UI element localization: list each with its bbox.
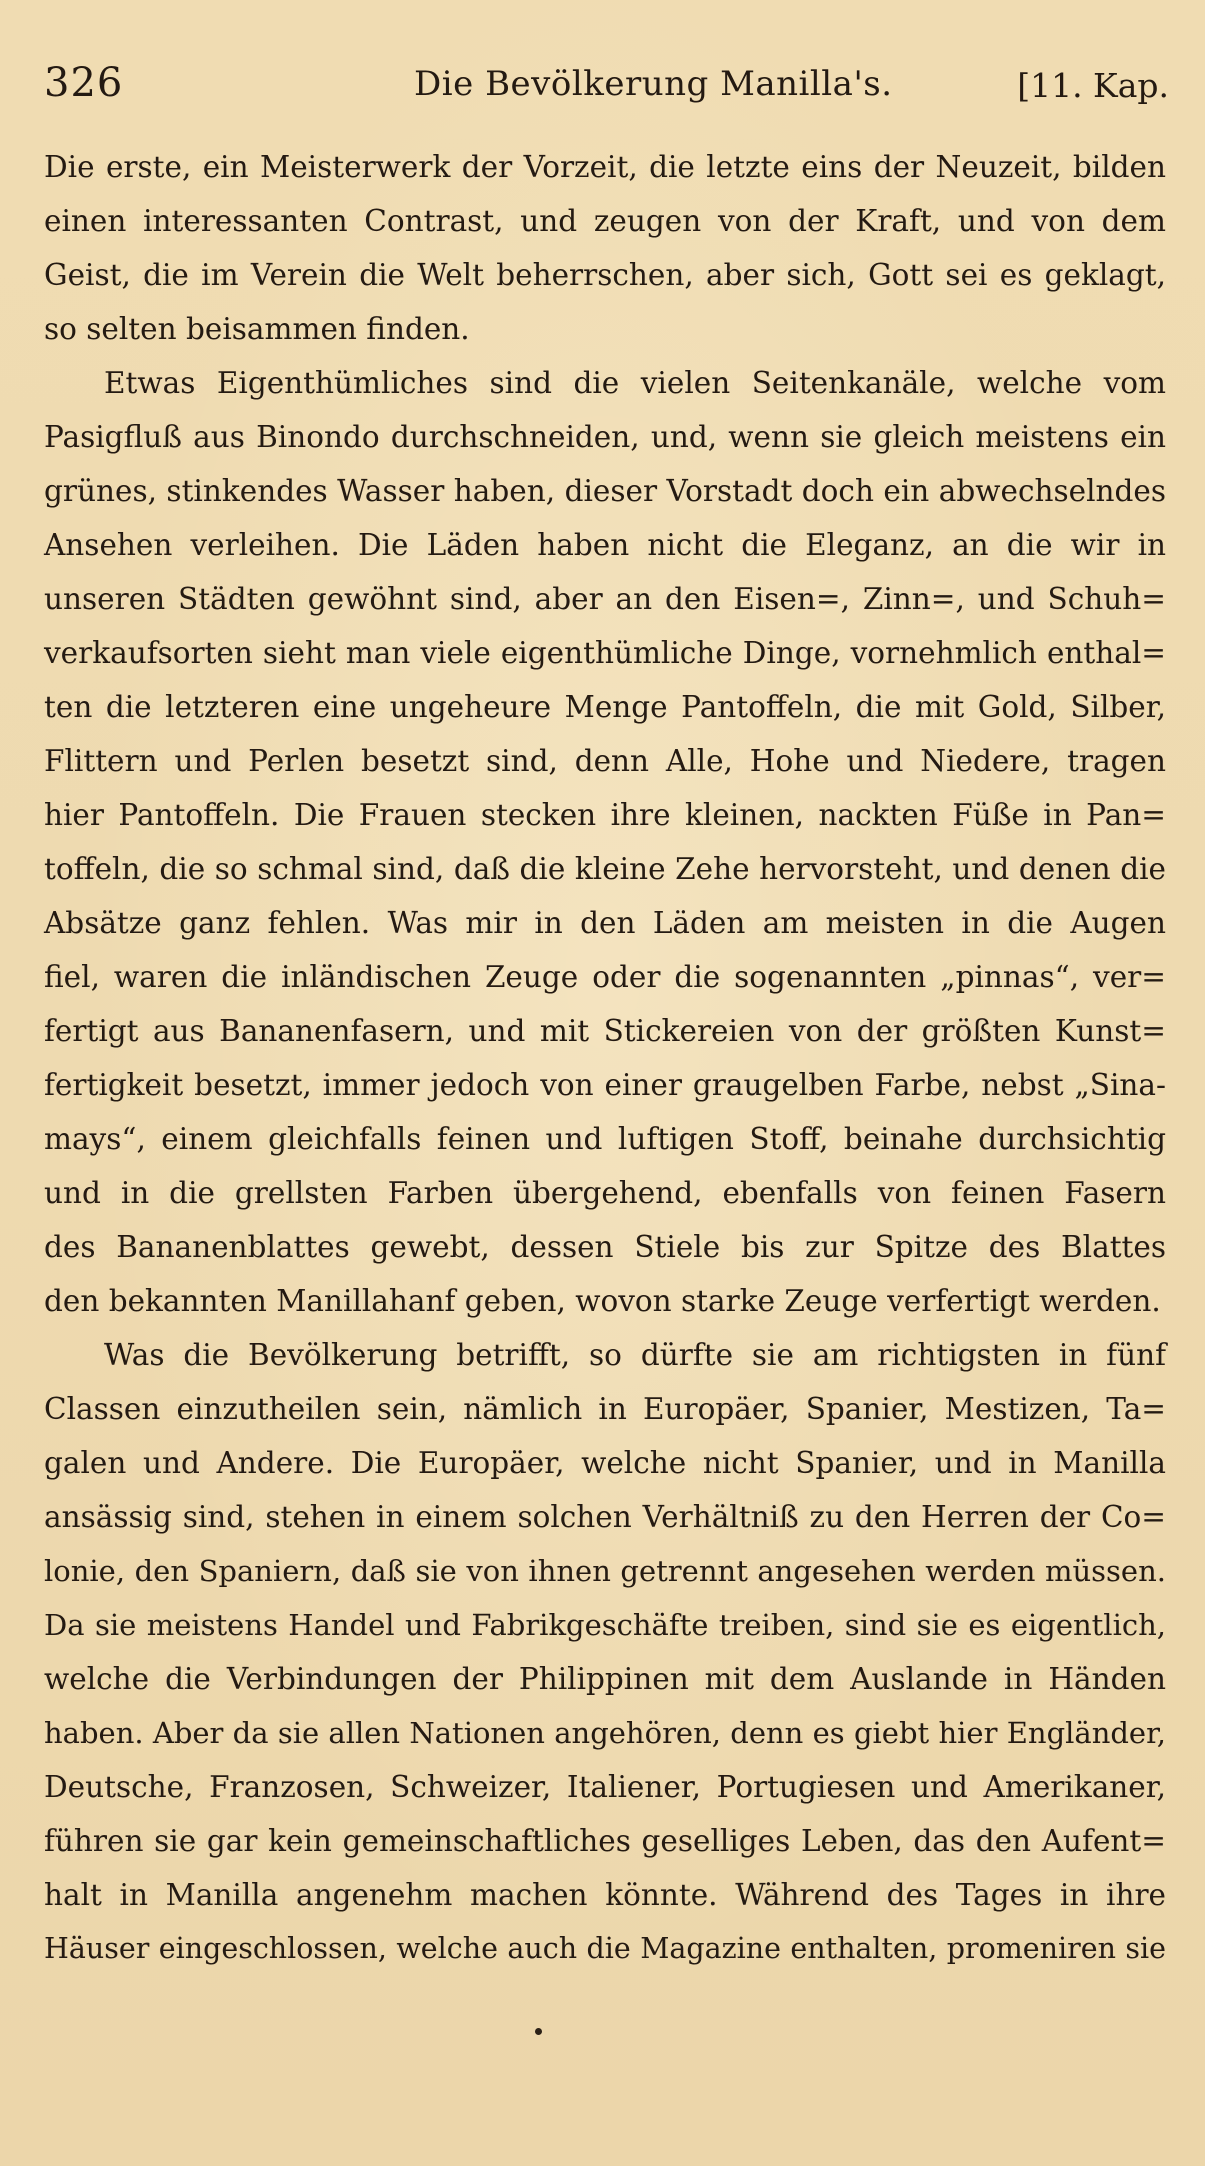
text-line: Pasigfluß aus Binondo durchschneiden, und, wenn sie gleich meistens ein bbox=[44, 420, 1166, 454]
text-line: fertigt aus Bananenfasern, und mit Stickereien von der größten Kunst= bbox=[44, 1014, 1166, 1048]
text-line: hier Pantoffeln. Die Frauen stecken ihre kleinen, nackten Füße in Pan= bbox=[44, 798, 1166, 832]
text-line: halt in Manilla angenehm machen könnte. Während des Tages in ihre bbox=[44, 1878, 1166, 1912]
running-head bbox=[44, 60, 1169, 120]
text-line: Da sie meistens Handel und Fabrikgeschäfte treiben, sind sie es eigentlich, bbox=[44, 1608, 1166, 1642]
text-line: ansässig sind, stehen in einem solchen Verhältniß zu den Herren der Co= bbox=[44, 1500, 1166, 1534]
page-number: 326 bbox=[44, 60, 124, 106]
text-line: Classen einzutheilen sein, nämlich in Europäer, Spanier, Mestizen, Ta= bbox=[44, 1392, 1166, 1426]
text-line: toffeln, die so schmal sind, daß die kleine Zehe hervorsteht, und denen die bbox=[44, 852, 1166, 886]
text-line: lonie, den Spaniern, daß sie von ihnen getrennt angesehen werden müssen. bbox=[44, 1554, 1166, 1588]
signature-dot bbox=[535, 2028, 542, 2035]
text-line: haben. Aber da sie allen Nationen angehören, denn es giebt hier Engländer, bbox=[44, 1716, 1166, 1750]
text-line: Absätze ganz fehlen. Was mir in den Läden am meisten in die Augen bbox=[44, 906, 1166, 940]
text-line: Was die Bevölkerung betrifft, so dürfte sie am richtigsten in fünf bbox=[104, 1338, 1166, 1372]
text-line: und in die grellsten Farben übergehend, ebenfalls von feinen Fasern bbox=[44, 1176, 1166, 1210]
text-line: des Bananenblattes gewebt, dessen Stiele bis zur Spitze des Blattes bbox=[44, 1230, 1166, 1264]
text-line: welche die Verbindungen der Philippinen mit dem Auslande in Händen bbox=[44, 1662, 1166, 1696]
text-line: fiel, waren die inländischen Zeuge oder die sogenannten „pinnas“, ver= bbox=[44, 960, 1166, 994]
text-line: Deutsche, Franzosen, Schweizer, Italiener, Portugiesen und Amerikaner, bbox=[44, 1770, 1166, 1804]
text-line: Ansehen verleihen. Die Läden haben nicht die Eleganz, an die wir in bbox=[44, 528, 1166, 562]
text-line: Geist, die im Verein die Welt beherrschen, aber sich, Gott sei es geklagt, bbox=[44, 258, 1166, 292]
text-line: führen sie gar kein gemeinschaftliches geselliges Leben, das den Aufent= bbox=[44, 1824, 1166, 1858]
running-title: Die Bevölkerung Manilla's. bbox=[414, 64, 893, 104]
text-line: so selten beisammen finden. bbox=[44, 312, 470, 346]
text-line: verkaufsorten sieht man viele eigenthümliche Dinge, vornehmlich enthal= bbox=[44, 636, 1166, 670]
text-line: Flittern und Perlen besetzt sind, denn Alle, Hohe und Niedere, tragen bbox=[44, 744, 1166, 778]
text-line: Etwas Eigenthümliches sind die vielen Seitenkanäle, welche vom bbox=[104, 366, 1166, 400]
text-line: Die erste, ein Meisterwerk der Vorzeit, die letzte eins der Neuzeit, bilden bbox=[44, 150, 1166, 184]
body-text bbox=[44, 140, 1166, 1976]
text-line: einen interessanten Contrast, und zeugen von der Kraft, und von dem bbox=[44, 204, 1166, 238]
text-line: grünes, stinkendes Wasser haben, dieser Vorstadt doch ein abwechselndes bbox=[44, 474, 1166, 508]
text-line: mays“, einem gleichfalls feinen und luftigen Stoff, beinahe durchsichtig bbox=[44, 1122, 1166, 1156]
text-line: Häuser eingeschlossen, welche auch die Magazine enthalten, promeniren sie bbox=[44, 1932, 1166, 1965]
text-line: fertigkeit besetzt, immer jedoch von einer graugelben Farbe, nebst „Sina- bbox=[44, 1068, 1166, 1102]
text-line: galen und Andere. Die Europäer, welche nicht Spanier, und in Manilla bbox=[44, 1446, 1166, 1480]
text-line: ten die letzteren eine ungeheure Menge Pantoffeln, die mit Gold, Silber, bbox=[44, 690, 1166, 724]
text-line: den bekannten Manillahanf geben, wovon starke Zeuge verfertigt werden. bbox=[44, 1284, 1161, 1318]
text-line: unseren Städten gewöhnt sind, aber an den Eisen=, Zinn=, und Schuh= bbox=[44, 582, 1166, 616]
chapter-reference: [11. Kap. bbox=[1017, 66, 1169, 105]
